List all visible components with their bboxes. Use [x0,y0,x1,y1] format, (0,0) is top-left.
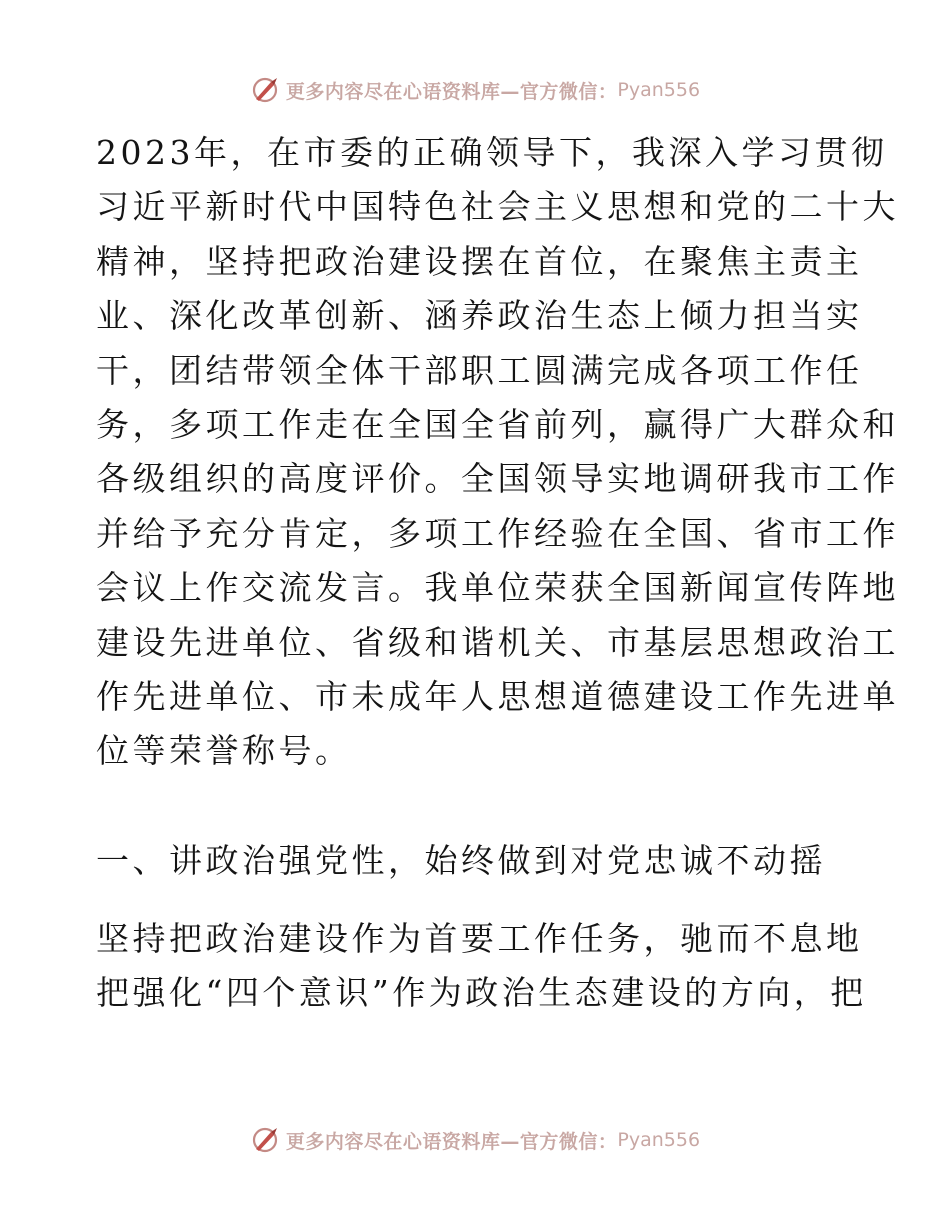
text-line: 会议上作交流发言。我单位荣获全国新闻宣传阵地 [96,568,899,608]
text-line: 把强化“四个意识”作为政治生态建设的方向，把 [96,973,867,1013]
wechat-id: Pyan556 [617,79,701,101]
wechat-id: Pyan556 [617,1129,701,1151]
paragraph-intro [96,126,899,779]
text-line: 位等荣誉称号。 [96,731,352,771]
section-heading-text: 一、讲政治强党性，始终做到对党忠诚不动摇 [96,841,826,880]
text-line: 并给予充分肯定，多项工作经验在全国、省市工作 [96,513,899,553]
section-heading [96,834,856,888]
quill-logo-icon [250,1125,280,1155]
text-line: 务，多项工作走在全国全省前列，赢得广大群众和 [96,405,899,445]
text-line: 2023年，在市委的正确领导下，我深入学习贯彻 [96,133,888,172]
text-line: 精神，坚持把政治建设摆在首位，在聚焦主责主 [96,241,863,281]
text-line: 业、深化改革创新、涵养政治生态上倾力担当实 [96,296,863,336]
text-line: 干，团结带领全体干部职工圆满完成各项工作任 [96,350,863,390]
header-watermark [0,70,950,110]
paragraph-section-one [96,912,867,1021]
text-line: 习近平新时代中国特色社会主义思想和党的二十大 [96,187,899,227]
text-line: 各级组织的高度评价。全国领导实地调研我市工作 [96,459,899,499]
watermark-text: 更多内容尽在心语资料库—官方微信： [285,80,618,103]
footer-watermark [0,1120,950,1160]
watermark-text: 更多内容尽在心语资料库—官方微信： [285,1130,618,1153]
text-line: 坚持把政治建设作为首要工作任务，驰而不息地 [96,919,863,958]
text-line: 建设先进单位、省级和谐机关、市基层思想政治工 [96,622,899,662]
text-line: 作先进单位、市未成年人思想道德建设工作先进单 [96,677,899,717]
quill-logo-icon [250,75,280,105]
